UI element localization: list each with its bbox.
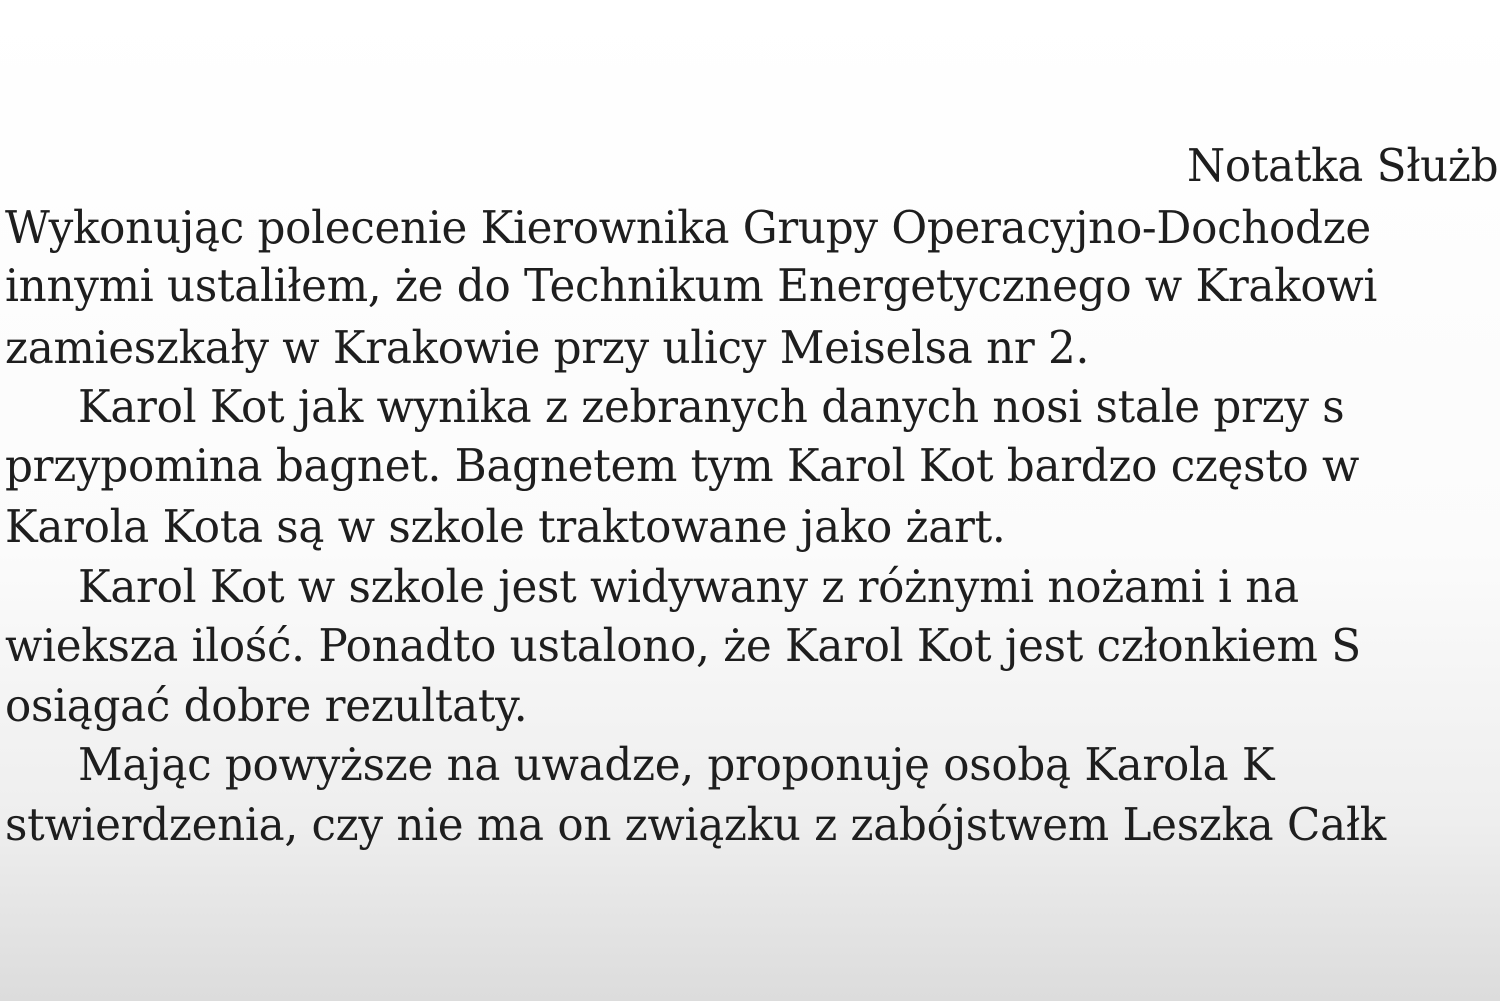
document-line: Karola Kota są w szkole traktowane jako żart. xyxy=(5,500,1006,553)
document-line: wieksza ilość. Ponadto ustalono, że Karol Kot jest członkiem S xyxy=(5,619,1361,672)
document-line: zamieszkały w Krakowie przy ulicy Meiselsa nr 2. xyxy=(5,321,1090,374)
document-line: osiągać dobre rezultaty. xyxy=(5,679,528,732)
document-line: Karol Kot w szkole jest widywany z różnymi nożami i na xyxy=(78,560,1299,613)
document-line: Mając powyższe na uwadze, proponuję osobą Karola K xyxy=(78,738,1275,791)
document-line: Wykonując polecenie Kierownika Grupy Operacyjno-Dochodze xyxy=(5,201,1371,254)
document-line: stwierdzenia, czy nie ma on związku z zabójstwem Leszka Całk xyxy=(5,798,1386,851)
document-line: innymi ustaliłem, że do Technikum Energetycznego w Krakowi xyxy=(5,259,1378,312)
document-title: Notatka Służb xyxy=(1187,139,1499,192)
document-line: przypomina bagnet. Bagnetem tym Karol Kot bardzo często w xyxy=(5,439,1360,492)
document-line: Karol Kot jak wynika z zebranych danych nosi stale przy s xyxy=(78,380,1345,433)
